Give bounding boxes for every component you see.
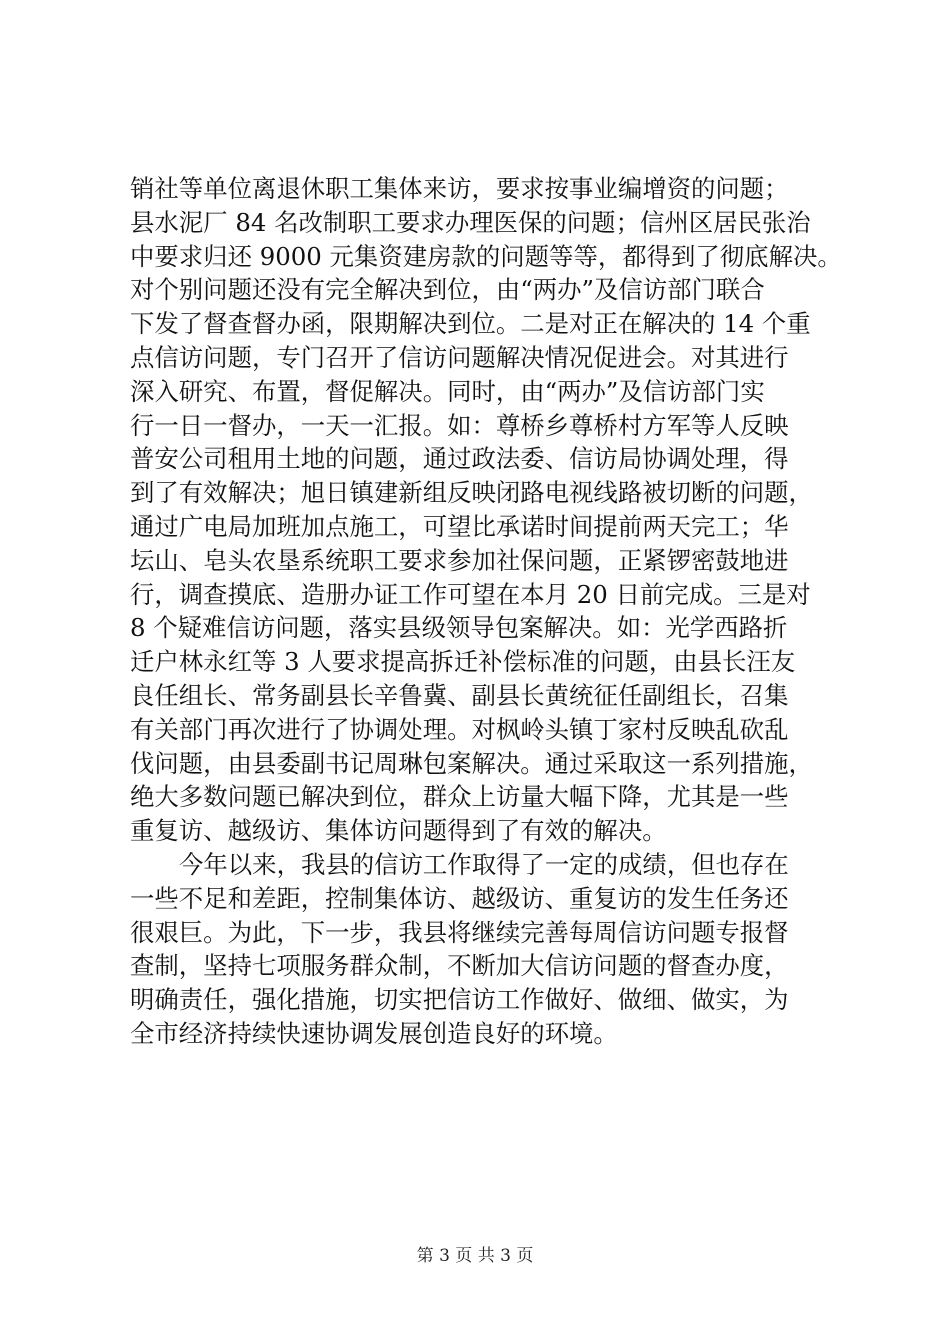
text-line: 深入研究、布置，督促解决。同时，由“两办”及信访部门实 bbox=[130, 376, 765, 406]
text-line: 通过广电局加班加点施工，可望比承诺时间提前两天完工；华 bbox=[130, 511, 789, 541]
text-line: 点信访问题，专门召开了信访问题解决情况促进会。对其进行 bbox=[130, 342, 789, 372]
paragraph-2 bbox=[130, 848, 850, 1051]
page-number-footer: 第 3 页 共 3 页 bbox=[416, 1246, 534, 1266]
document-body bbox=[130, 172, 850, 1051]
text-line: 今年以来，我县的信访工作取得了一定的成绩，但也存在 bbox=[179, 849, 789, 879]
text-line: 8 个疑难信访问题，落实县级领导包案解决。如：光学西路折 bbox=[130, 613, 788, 643]
text-line: 对个别问题还没有完全解决到位，由“两办”及信访部门联合 bbox=[130, 275, 765, 305]
text-line: 绝大多数问题已解决到位，群众上访量大幅下降，尤其是一些 bbox=[130, 782, 789, 812]
text-line: 下发了督查督办函，限期解决到位。二是对正在解决的 14 个重 bbox=[130, 309, 811, 339]
text-line: 到了有效解决；旭日镇建新组反映闭路电视线路被切断的问题， bbox=[130, 478, 813, 508]
text-line: 行一日一督办，一天一汇报。如：尊桥乡尊桥村方军等人反映 bbox=[130, 410, 789, 440]
text-line: 明确责任，强化措施，切实把信访工作做好、做细、做实，为 bbox=[130, 985, 789, 1015]
text-line: 伐问题，由县委副书记周琳包案解决。通过采取这一系列措施， bbox=[130, 748, 813, 778]
text-line: 行，调查摸底、造册办证工作可望在本月 20 日前完成。三是对 bbox=[130, 579, 811, 609]
paragraph-1 bbox=[130, 172, 850, 848]
text-line: 查制，坚持七项服务群众制，不断加大信访问题的督查办度， bbox=[130, 951, 789, 981]
text-line: 销社等单位离退休职工集体来访，要求按事业编增资的问题； bbox=[130, 174, 789, 203]
text-line: 一些不足和差距，控制集体访、越级访、重复访的发生任务还 bbox=[130, 883, 789, 913]
text-line: 中要求归还 9000 元集资建房款的问题等等，都得到了彻底解决。 bbox=[130, 241, 842, 271]
text-line: 全市经济持续快速协调发展创造良好的环境。 bbox=[130, 1018, 618, 1048]
text-line: 迁户林永红等 3 人要求提高拆迁补偿标准的问题，由县长汪友 bbox=[130, 647, 796, 677]
text-line: 很艰巨。为此，下一步，我县将继续完善每周信访问题专报督 bbox=[130, 917, 789, 947]
text-line: 有关部门再次进行了协调处理。对枫岭头镇丁家村反映乱砍乱 bbox=[130, 714, 789, 744]
text-line: 重复访、越级访、集体访问题得到了有效的解决。 bbox=[130, 816, 667, 846]
text-line: 坛山、皂头农垦系统职工要求参加社保问题，正紧锣密鼓地进 bbox=[130, 545, 789, 575]
text-line: 普安公司租用土地的问题，通过政法委、信访局协调处理，得 bbox=[130, 444, 789, 474]
text-line: 良任组长、常务副县长辛鲁冀、副县长黄统征任副组长，召集 bbox=[130, 680, 789, 710]
text-line: 县水泥厂 84 名改制职工要求办理医保的问题；信州区居民张治 bbox=[130, 207, 811, 237]
